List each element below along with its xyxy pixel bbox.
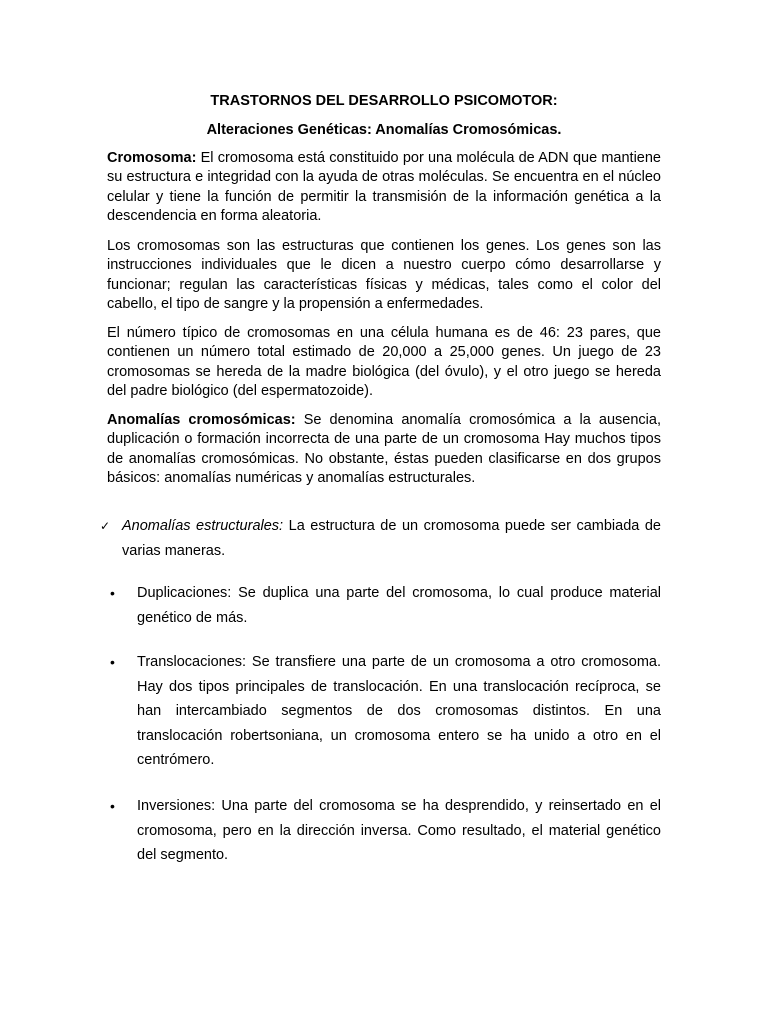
paragraph-text: Se denomina anomalía cromosómica a la ausencia, duplicación o formación incorrecta de una parte de un cromosoma Hay muchos tipos de anomalías cromosómicas. No obstante, éstas pueden clasificarse en dos grupos básicos: anomalías numéricas y anomalías estructurales.	[107, 412, 661, 486]
paragraph-numero-cromosomas: El número típico de cromosomas en una célula humana es de 46: 23 pares, que contienen un número total estimado de 20,000 a 25,000 genes. Un juego de 23 cromosomas se hereda de la madre biológica (del óvulo), y el otro juego se hereda del padre biológico (del espermatozoide).	[107, 325, 661, 399]
bullet-text: Inversiones: Una parte del cromosoma se ha desprendido, y reinsertado en el cromosoma, pero en la dirección inversa. Como resultado, el material genético del segmento.	[137, 798, 661, 863]
bullet-icon: •	[110, 585, 115, 601]
document-title: TRASTORNOS DEL DESARROLLO PSICOMOTOR:	[210, 93, 558, 109]
paragraph-anomalias	[107, 411, 661, 488]
bullet-icon: •	[110, 654, 115, 670]
term-anomalias: Anomalías cromosómicas:	[107, 412, 296, 428]
check-item-text: Anomalías estructurales: La estructura de un cromosoma puede ser cambiada de varias maneras.	[122, 518, 661, 559]
bullet-text: Duplicaciones: Se duplica una parte del cromosoma, lo cual produce material genético de más.	[137, 585, 661, 626]
bullet-icon: •	[110, 798, 115, 814]
term-anomalias-estructurales: Anomalías estructurales:	[122, 518, 284, 534]
document-subtitle: Alteraciones Genéticas: Anomalías Cromosómicas.	[206, 122, 562, 138]
paragraph-cromosoma	[107, 149, 661, 226]
checkmark-icon: ✓	[100, 519, 111, 533]
paragraph-genes: Los cromosomas son las estructuras que contienen los genes. Los genes son las instrucciones individuales que le dicen a nuestro cuerpo cómo desarrollarse y funcionar; regulan las características físicas y médicas, tales como el color del cabello, el tipo de sangre y la propensión a enfermedades.	[107, 238, 661, 312]
paragraph-text: El cromosoma está constituido por una molécula de ADN que mantiene su estructura e integridad con la ayuda de otras moléculas. Se encuentra en el núcleo celular y tiene la función de permitir la transmisión de la información genética a la descendencia en forma aleatoria.	[107, 150, 661, 224]
bullet-text: Translocaciones: Se transfiere una parte de un cromosoma a otro cromosoma. Hay dos tipos principales de translocación. En una translocación recíproca, se han intercambiado segmentos de dos cromosomas distintos. En una translocación robertsoniana, un cromosoma entero se ha unido a otro en el centrómero.	[137, 654, 661, 768]
term-cromosoma: Cromosoma:	[107, 150, 197, 166]
